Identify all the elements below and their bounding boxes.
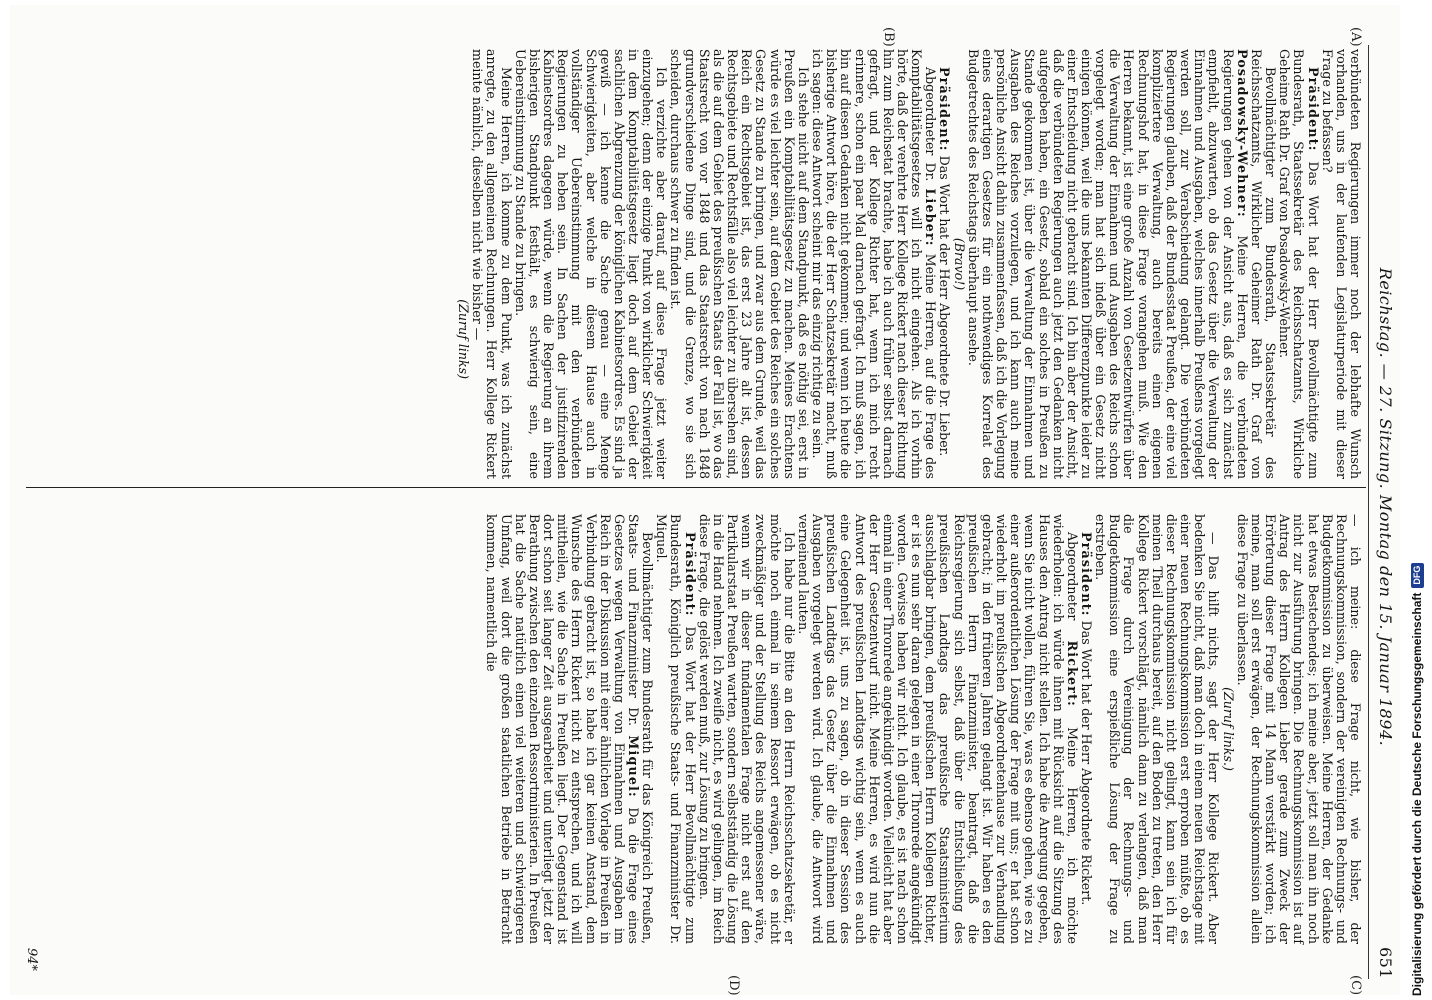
column-divider [26, 487, 1366, 488]
page-header [1370, 35, 1396, 979]
signature-mark: 94* [24, 947, 40, 971]
running-head: Reichstag. — 27. Sitzung. Montag den 15. Januar 1894. [1376, 267, 1395, 747]
credit-strip [1404, 0, 1432, 1000]
left-column [456, 49, 1362, 479]
speech-text: Meine Herren, ich möchte wiederholen: ich würde ihnen mit Rücksicht auf die Sitzung des Hauses den Antrag nicht stellen. Ich habe die Anregung gegeben, wenn Sie nicht wollen, führen Sie, was es ebenso gehen, wie es zu einer außerordentlichen Lösung der Frage mit uns; er hat schon wiederholt im preußischen Abgeordnetenhause zur Verhandlung gebracht; in den früheren Jahren gelangt ist. Wir haben es den preußischen Herrn Finanzminister, beantragt, daß die Reichsregierung sich selbst, daß über die Entschließung des preußischen Landtags das preußische Staatsministerium ausschlagbar bringen, dem preußischen Herrn Kollegen Richter, er ist es nun sehr daran gelegen in einer Thronrede angekündigt worden. Gewisse haben wir nicht. Ich glaube, es ist nach schon einmal in einer Thronrede angekündigt worden. Vielleicht hat aber der Herr Gesetzentwurf nicht. Meine Herren, es wird nun die Antwort des preußischen Landtags wichtig sein, wenn es auch eine Gelegenheit ist, uns zu sagen, ob in dieser Session des preußischen Landtags das Gesetz über die Einnahmen und Ausgaben vorgelegt werden wird. Ich glaube, die Antwort wird verneinend lauten. [795, 514, 1080, 944]
paragraph [810, 49, 937, 479]
speech-text: Das Wort hat der Herr Abgeordnete Rickert. [1079, 620, 1095, 906]
speaker-name: Lieber: [923, 188, 939, 247]
dfg-logo: DFG [1411, 563, 1424, 588]
paragraph: Meine Herren, ich komme zu dem Punkt, was ich zunächst anregte, zu den allgemeinen Rechnungen. Herr Kollege Rickert meinte nämlich, dieselben nicht wie bisher — [470, 49, 514, 479]
paragraph [966, 49, 1277, 479]
speech-text: Da die Frage eines Gesetzes wegen Verwaltung von Einnahmen und Ausgaben im Reich in der Diskussion mit einer ähnlichen Vorlage in Preußen in Verbindung gebracht ist, so habe ich gar keinen Anstand, dem Wunsche des Herrn Rickert nicht zu entsprechen, und ich will mittheilen, wie die Sache in Preußen liegt. Der Gegenstand ist dort schon seit langer Zeit ausgearbeitet und unterliegt jetzt der Berathung zwischen den einzelnen Ressortministerien. In Preußen hat die Sache natürlich einen viel weiteren und schwierigeren Umfang, weil dort die großen staatlichen Betriebe in Betracht kommen, namentlich die [484, 514, 642, 944]
speaker-name: Präsident: [1079, 532, 1095, 617]
speech-text: Bevollmächtigter zum Bundesrath für das Königreich Preußen, Staats- und Finanzminister Dr. [626, 514, 656, 944]
margin-mark-a: (A) [1348, 27, 1363, 47]
paragraph: — ich meine: diese Frage nicht, wie bisher, der Rechnungskommission, sondern der vereinigten Rechnungs- und Budgetkommission zu überweisen. Meine Herren, der Gedanke hat etwas Bestechendes; ich meine aber, jetzt soll man ihn noch nicht zur Ausführung bringen. Die Rechnungskommission ist auf Antrag des Herrn Kollegen Lieber gerade zum Zweck der Erörterung dieser Frage mit 14 Mann verstärkt worden; ich meine, man soll erst erwägen, der Rechnungskommission allein diese Frage zu überlassen. [1234, 514, 1363, 944]
paragraph [796, 514, 1079, 944]
speech-text: Bevollmächtigter zum Bundesrath, Staatssekretär des Reichsschatzamts, Wirklicher Geheimer Rath Dr. Graf von [1248, 49, 1279, 479]
scanned-page [10, 5, 1400, 995]
margin-mark-b: (B) [881, 27, 896, 47]
speech-text: Abgeordneter [1064, 532, 1080, 621]
margin-mark-d: (D) [726, 975, 741, 996]
speaker-name: Rickert: [1064, 640, 1080, 707]
speaker-name: Präsident: [1305, 67, 1321, 152]
margin-mark-c: (C) [1348, 975, 1363, 996]
credit-line [1410, 563, 1424, 996]
interjection: (Zuruf links) [456, 299, 472, 379]
paragraph [1079, 514, 1093, 944]
paragraph [654, 514, 696, 944]
speech-text: Meine Herren, die verbündeten Regierungen gehen von der Ansicht aus, daß es sich zunächst empfiehlt, abzuwarten, ob das Gesetz über die Verwaltung der Einnahmen und Ausgaben, welches innerhalb Preußens vorgelegt werden soll, zur Verabschiedung gelangt. Die verbündeten Regierungen glauben, daß der Bundesstaat Preußen, der eine viel kompliziertere Verwaltung, auch bereits einen eigenen Rechnungshof hat, in diese Frage vorangehen muß. Wie den Herren bekannt, ist eine große Anzahl von Gesetzentwürfen über die Verwaltung der Einnahmen und Ausgaben des Reichs schon vorgelegt worden; man hat sich indeß über ein Gesetz nicht einigen können, weil die uns bekannten Differenzpunkte leider zu einer Entscheidung nicht gebracht sind. Ich bin aber der Ansicht, daß die verbündeten Regierungen auch jetzt den Gedanken nicht aufgegeben haben, ein Gesetz, sobald ein solches in Preußen zu Stande gekommen ist, über die Verwaltung der Einnahmen und Ausgaben des Reiches vorzulegen, und ich kann auch meine persönliche Ansicht dahin zusammenfassen, daß ich die Vorlegung eines derartigen Gesetzes für ein nothwendiges Korrelat des Budgetrechtes des Reichstags überhaupt ansehe. [965, 49, 1250, 479]
speaker-name: Präsident: [682, 532, 698, 617]
speech-text: Das Wort hat der Herr Bevollmächtigte zum Bundesrath, Königlich preußische Staats- und Finanzminister Dr. Miquel. [654, 514, 698, 944]
speech-text: Das Wort hat der Herr Abgeordnete Dr. Lieber. [937, 155, 953, 457]
speaker-name: Präsident: [937, 67, 953, 152]
paragraph [1277, 49, 1319, 479]
credit-text: Digitalisierung gefördert durch die Deutsche Forschungsgemeinschaft [1410, 592, 1424, 996]
speaker-name: Miquel: [626, 735, 642, 798]
interjection: (Bravo!) [951, 237, 967, 291]
page-number: 651 [1376, 946, 1395, 979]
speech-text: Das Wort hat der Herr Bevollmächtigte zum Bundesrath, Staatssekretär des Reichsschatzamts, Wirkliche Geheime Rath Dr. Graf von Posadowsky-Wehner. [1277, 49, 1321, 479]
paragraph: Ich verzichte aber darauf, auf diese Frage jetzt weiter einzugehen; denn der einzige Punkt von wirklicher Schwierigkeit in dem Komptabilitätsgesetz liegt doch auf dem Gebiet der sachlichen Abgrenzung der königlichen Kabinetsordres. Es sind ja gewiß — ich kenne die Sache genau — eine Menge Schwierigkeiten, aber welche in diesem Hause auch in vollständiger Uebereinstimmung mit den verbündeten Regierungen zu heben sein. In Sachen der justifizirenden Kabinetsordres dagegen würde, wenn die Regierung an ihrem bisherigen Standpunkt festhält, es schwierig sein, eine Uebereinstimmung zu Stande zu bringen. [512, 49, 670, 479]
interjection: (Zuruf links.) [1220, 687, 1236, 771]
paragraph: Ich habe nur die Bitte an den Herrn Reichsschatzsekretär, er möchte noch einmal in seinem Ressort erwägen, ob es nicht zweckmäßiger und der Stellung des Reichs angemessener wäre, wenn wir in dieser fundamentalen Frage nicht erst auf den Partikularstaat Preußen warten, sondern selbstständig die Lösung in die Hand nehmen. Ich zweifle nicht, es wird gelingen, im Reich diese Frage, die gelöst werden muß, zur Lösung zu bringen. [696, 514, 797, 944]
speech-text: Abgeordneter Dr. [923, 67, 939, 182]
paragraph: — Das hilft nichts, sagt der Herr Kollege Rickert. Aber bedenken Sie nicht, daß man doch in einem neuen Reichstage mit einer neuen Rechnungskommission erst erproben müßte, ob es dieser Rechnungskommission nicht gelingt, kann sein ich für meinen Theil durchaus bereit, auf den Boden zu treten, den Herr Kollege Rickert vorschlägt, nämlich dann zu verlangen, daß man die Frage durch Vereinigung der Rechnungs- und Budgetkommission eine erspießliche Lösung der Frage zu erstreben. [1093, 514, 1222, 944]
paragraph [484, 514, 654, 944]
paragraph [937, 49, 951, 479]
paragraph: verbündeten Regierungen immer noch der lebhafte Wunsch vorhanden, uns in der laufenden Legislaturperiode mit dieser Frage zu befassen? [1319, 49, 1363, 479]
speaker-name: Posadowsky-Wehner: [1234, 49, 1250, 218]
paragraph: Ich stehe nicht auf dem Standpunkt, daß es nöthig sei, erst in Preußen ein Komptabilitätsgesetz zu machen. Meines Erachtens würde es viel leichter sein, auf dem Gebiet des Reiches ein solches Gesetz zu Stande zu bringen, und zwar aus dem Grunde, weil das Reich ein Rechtsgebiet ist, das erst 23 Jahre alt ist, dessen Rechtsgebiete und Rechtsfälle also viel leichter zu übersehen sind, als die auf dem Gebiet des preußischen Staats der Fall ist, wo das Staatsrecht von vor 1848 und das Staatsrecht von nach 1848 grundverschiedene Dinge sind, und die Grenze, wo sie sich scheiden, durchaus schwer zu finden ist. [668, 49, 811, 479]
header-rule [1368, 45, 1369, 979]
speech-text: Meine Herren, auf die Frage des Komptabilitätsgesetzes will ich nicht eingehen. Als ich vorhin hörte, daß der verehrte Herr Kollege Rickert nach dieser Richtung hin zum Reichsetat brachte, habe ich auch früher selbst darnach gefragt, und der Kollege Richter hat, wenn ich mich recht erinnere, schon ein paar Mal darnach gefragt. Ich muß sagen, ich bin auf diesen Gedanken nicht gekommen; und wenn ich heute die bisherige Antwort höre, die der Herr Schatzsekretär macht, muß ich sagen: diese Antwort scheint mir das einzig richtige zu sein. [810, 49, 939, 479]
right-column [484, 514, 1362, 944]
